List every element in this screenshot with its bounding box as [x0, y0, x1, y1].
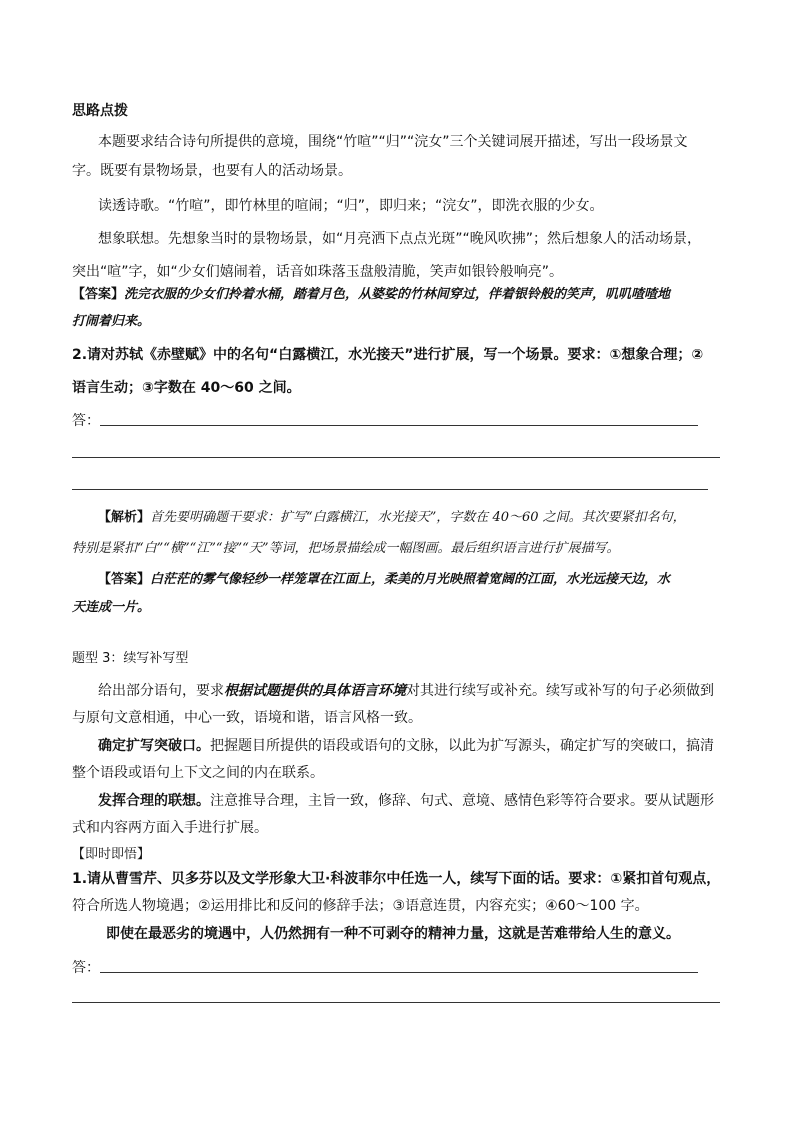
- question-1-quote: 即使在最恶劣的境遇中，人仍然拥有一种不可剥夺的精神力量，这就是苦难带给人生的意义。: [106, 926, 680, 942]
- thinking-paragraph-1-line-1: 本题要求结合诗句所提供的意境，围绕“竹喧”“归”“浣女”三个关键词展开描述，写出一段场景文: [98, 134, 688, 150]
- section-heading-thinking: 思路点拨: [72, 103, 128, 119]
- answer-label: 答：: [72, 960, 100, 976]
- type-3-paragraph-1-line-1: [98, 681, 714, 701]
- answer-text: 洗完衣服的少女们拎着水桶，踏着月色，从婆娑的竹林间穿过，伴着银铃般的笑声，叽叽喳喳地: [124, 287, 671, 302]
- thinking-paragraph-1-line-2: 字。既要有景物场景，也要有人的活动场景。: [72, 163, 352, 179]
- thinking-paragraph-3-line-1: 想象联想。先想象当时的景物场景，如“月亮洒下点点光斑”“晚风吹拂”；然后想象人的活动场景，: [98, 231, 702, 247]
- question-2-line-1: 2.请对苏轼《赤壁赋》中的名句“白露横江，水光接天”进行扩展，写一个场景。要求：①想象合理；②: [72, 347, 704, 363]
- type-3-paragraph-3-line-2: 式和内容两方面入手进行扩展。: [72, 820, 268, 836]
- emphasis-text: 根据试题提供的具体语言环境: [224, 683, 406, 699]
- answer-2-line-1: [98, 570, 670, 590]
- type-3-paragraph-1-line-2: 与原句文意相通，中心一致，语境和谐，语言风格一致。: [72, 710, 422, 726]
- answer-2-line-2: 天连成一片。: [72, 600, 151, 615]
- bold-lead: 确定扩写突破口。: [98, 738, 210, 754]
- instant-tag: 【即时即悟】: [72, 847, 151, 862]
- thinking-paragraph-3-line-2: 突出“喧”字，如“少女们嬉闹着，话音如珠落玉盘般清脆，笑声如银铃般响亮”。: [72, 264, 564, 280]
- answer-writing-line[interactable]: [72, 489, 708, 490]
- answer-writing-line[interactable]: [100, 425, 698, 426]
- answer-line-2: 打闹着归来。: [72, 314, 151, 329]
- answer-tag: 【答案】: [98, 572, 151, 587]
- bold-lead: 发挥合理的联想。: [98, 793, 210, 809]
- text-run: 把握题目所提供的语段或语句的文脉，以此为扩写源头，确定扩写的突破口，搞清: [210, 738, 714, 754]
- answer-label: 答：: [72, 413, 100, 429]
- question-2-line-2: 语言生动；③字数在 40～60 之间。: [72, 380, 301, 396]
- question-1-line-2: 符合所选人物境遇；②运用排比和反问的修辞手法；③语意连贯，内容充实；④60～100 字。: [72, 898, 649, 914]
- question-1-line-1: 1.请从曹雪芹、贝多芬以及文学形象大卫·科波菲尔中任选一人，续写下面的话。要求：①紧扣首句观点，: [72, 871, 721, 887]
- text-run: 对其进行续写或补充。续写或补写的句子必须做到: [406, 683, 714, 699]
- answer-writing-line[interactable]: [72, 1002, 720, 1003]
- text-run: 给出部分语句，要求: [98, 683, 224, 699]
- analysis-tag: 【解析】: [98, 510, 151, 525]
- type-3-paragraph-2-line-1: [98, 736, 714, 756]
- answer-tag: 【答案】: [72, 287, 125, 302]
- analysis-text: 首先要明确题干要求：扩写“白露横江，水光接天”，字数在 40～60 之间。其次要紧扣名句，: [150, 510, 686, 525]
- answer-line-1: [72, 285, 670, 305]
- section-heading-type-3: 题型 3：续写补写型: [72, 651, 189, 666]
- type-3-paragraph-3-line-1: [98, 791, 714, 811]
- answer-writing-line[interactable]: [72, 457, 720, 458]
- thinking-paragraph-2: 读透诗歌。“竹喧”，即竹林里的喧闹；“归”，即归来；“浣女”，即洗衣服的少女。: [98, 198, 604, 214]
- text-run: 注意推导合理，主旨一致，修辞、句式、意境、感情色彩等符合要求。要从试题形: [210, 793, 714, 809]
- analysis-line-2: 特别是紧扣“白”“横”“江”“接”“天”等词，把场景描绘成一幅图画。最后组织语言进行扩展描写。: [72, 541, 620, 556]
- answer-text: 白茫茫的雾气像轻纱一样笼罩在江面上，柔美的月光映照着宽阔的江面，水光远接天边，水: [150, 572, 671, 587]
- answer-writing-line[interactable]: [100, 972, 698, 973]
- type-3-paragraph-2-line-2: 整个语段或语句上下文之间的内在联系。: [72, 765, 324, 781]
- analysis-line-1: [98, 508, 686, 528]
